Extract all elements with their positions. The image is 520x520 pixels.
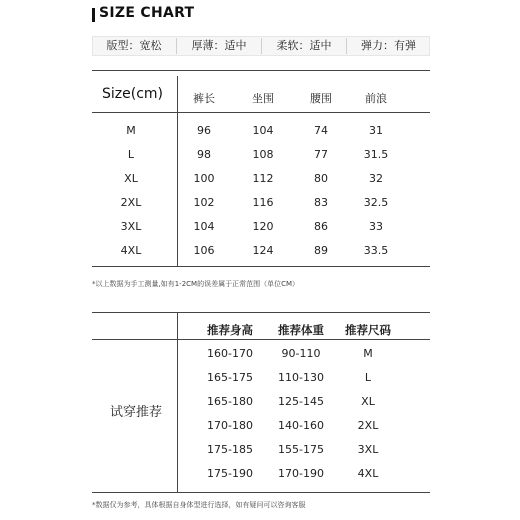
recommend-header-height: 推荐身高 [207, 323, 253, 337]
table-cell: 32.5 [363, 196, 389, 209]
recommend-table-header-rule [92, 339, 430, 340]
table-cell: 140-160 [278, 419, 324, 432]
recommend-header-size: 推荐尺码 [345, 323, 391, 337]
table-cell: 83 [314, 196, 328, 209]
table-cell: XL [361, 395, 375, 408]
table-cell: M [363, 347, 373, 360]
table-cell: 104 [193, 220, 215, 233]
size-table-header-length: 裤长 [193, 92, 215, 105]
table-cell: 3XL [357, 443, 379, 456]
table-cell: 32 [369, 172, 383, 185]
size-table-corner-label: Size(cm) [102, 86, 163, 102]
recommend-table-bottom-rule [92, 492, 430, 493]
table-cell: 110-130 [278, 371, 324, 384]
table-cell: 100 [193, 172, 215, 185]
title-accent-bar [92, 8, 95, 22]
table-cell: 165-180 [207, 395, 253, 408]
table-cell: 124 [252, 244, 274, 257]
table-cell: 4XL [357, 467, 379, 480]
attribute-fit: 版型：宽松 [106, 39, 162, 52]
table-cell: 31 [369, 124, 383, 137]
table-cell: 80 [314, 172, 328, 185]
table-cell: 175-190 [207, 467, 253, 480]
table-cell: 120 [252, 220, 274, 233]
attribute-softness: 柔软：适中 [276, 39, 332, 52]
table-cell: 106 [193, 244, 215, 257]
recommend-table-top-rule [92, 312, 430, 313]
table-cell: 116 [252, 196, 274, 209]
table-cell: 125-145 [278, 395, 324, 408]
size-table-header-hip: 坐围 [252, 92, 274, 105]
size-table-header-waist: 腰围 [310, 92, 332, 105]
reference-note: *数据仅为参考，具体根据自身体型进行选择，如有疑问可以咨询客服 [92, 501, 306, 509]
size-label: 4XL [120, 244, 142, 257]
table-cell: 104 [252, 124, 274, 137]
table-cell: 2XL [357, 419, 379, 432]
attribute-thickness: 厚薄：适中 [191, 39, 247, 52]
table-cell: 98 [197, 148, 211, 161]
table-cell: 102 [193, 196, 215, 209]
attribute-elasticity: 弹力：有弹 [361, 39, 416, 52]
size-table-header-rule [92, 112, 430, 113]
table-cell: 33.5 [363, 244, 389, 257]
table-cell: 31.5 [363, 148, 389, 161]
table-cell: 96 [197, 124, 211, 137]
recommend-header-weight: 推荐体重 [278, 323, 324, 337]
table-cell: 160-170 [207, 347, 253, 360]
table-cell: 86 [314, 220, 328, 233]
measurement-note: *以上数据为手工测量,如有1-2CM的误差属于正常范围（单位CM） [92, 280, 300, 288]
table-cell: 77 [314, 148, 328, 161]
size-table-top-rule [92, 70, 430, 71]
table-cell: 33 [369, 220, 383, 233]
size-label: L [127, 148, 135, 161]
table-cell: L [364, 371, 372, 384]
size-label: M [126, 124, 136, 137]
table-cell: 90-110 [281, 347, 321, 360]
table-cell: 108 [252, 148, 274, 161]
size-table-bottom-rule [92, 266, 430, 267]
size-label: XL [124, 172, 138, 185]
table-cell: 175-185 [207, 443, 253, 456]
size-label: 2XL [120, 196, 142, 209]
table-cell: 170-190 [278, 467, 324, 480]
table-cell: 89 [314, 244, 328, 257]
page-title: SIZE CHART [99, 5, 195, 21]
table-cell: 170-180 [207, 419, 253, 432]
size-label: 3XL [120, 220, 142, 233]
table-cell: 74 [314, 124, 328, 137]
table-cell: 112 [252, 172, 274, 185]
size-table-header-front-rise: 前浪 [365, 92, 387, 105]
table-cell: 165-175 [207, 371, 253, 384]
table-cell: 155-175 [278, 443, 324, 456]
try-on-recommendation-label: 试穿推荐 [110, 405, 163, 420]
